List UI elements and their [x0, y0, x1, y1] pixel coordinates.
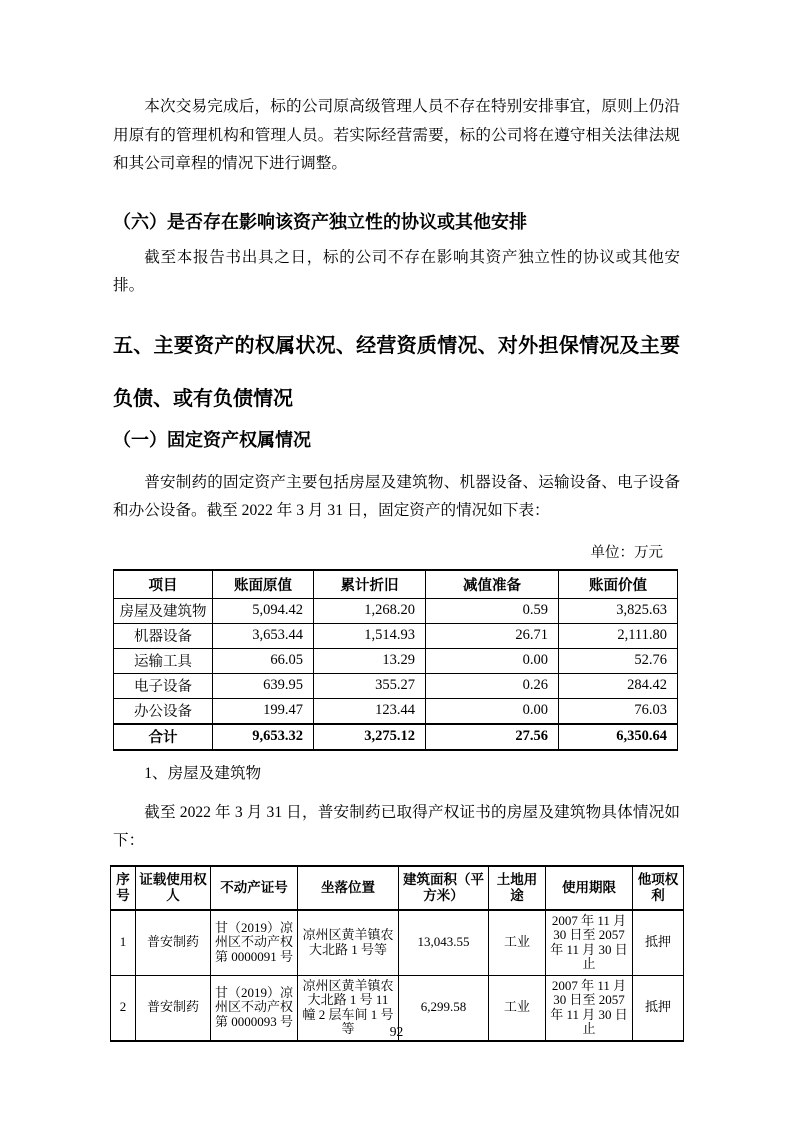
property-header-row — [111, 866, 684, 910]
sub-heading-buildings: 1、房屋及建筑物 — [144, 764, 262, 782]
table-cell: 76.03 — [559, 698, 678, 724]
table-cell: 355.27 — [314, 673, 426, 698]
table-cell-use-period: 2007 年 11 月 30 日至 2057 年 11 月 30 日止 — [546, 975, 633, 1041]
table-row-office-equipment — [114, 698, 678, 724]
table-cell: 284.42 — [559, 673, 678, 698]
table-row-electronics — [114, 673, 678, 698]
fixed-assets-header-row — [114, 570, 678, 599]
table-cell-rights-holder: 普安制药 — [136, 975, 211, 1041]
table-cell-rights-holder: 普安制药 — [136, 910, 211, 976]
table-cell-serial: 2 — [111, 975, 136, 1041]
heading-subsection-one: （一）固定资产权属情况 — [113, 429, 311, 450]
table-row-transport — [114, 648, 678, 673]
paragraph-independence: 截至本报告书出具之日，标的公司不存在影响其资产独立性的协议或其他安排。 — [113, 248, 680, 294]
column-header-certificate-no: 不动产证号 — [211, 866, 298, 910]
table-cell: 66.05 — [213, 648, 314, 673]
table-cell: 123.44 — [314, 698, 426, 724]
paragraph-fixed-assets-intro: 普安制药的固定资产主要包括房屋及建筑物、机器设备、运输设备、电子设备和办公设备。截至 2022 年 3 月 31 日，固定资产的情况如下表： — [113, 473, 680, 519]
table-cell: 2,111.80 — [559, 623, 678, 648]
page-number: 92 — [389, 1024, 404, 1039]
table-cell-use-period: 2007 年 11 月 30 日至 2057 年 11 月 30 日止 — [546, 910, 633, 976]
fixed-assets-table — [113, 569, 678, 751]
row-label: 办公设备 — [114, 698, 213, 724]
column-header-serial: 序号 — [111, 866, 136, 910]
column-header-land-use: 土地用途 — [489, 866, 546, 910]
table-cell: 639.95 — [213, 673, 314, 698]
total-cell: 3,275.12 — [314, 724, 426, 750]
table-cell: 0.26 — [426, 673, 559, 698]
table-cell-certificate-no: 甘（2019）凉州区不动产权第 0000091 号 — [211, 910, 298, 976]
table-cell-building-area: 6,299.58 — [399, 975, 489, 1041]
column-header-impairment: 减值准备 — [426, 570, 559, 599]
table-cell: 52.76 — [559, 648, 678, 673]
total-label: 合计 — [114, 724, 213, 750]
table-cell: 1,514.93 — [314, 623, 426, 648]
table-cell-other-rights: 抵押 — [633, 975, 684, 1041]
row-label: 房屋及建筑物 — [114, 598, 213, 623]
row-label: 电子设备 — [114, 673, 213, 698]
table-cell: 0.59 — [426, 598, 559, 623]
table-cell: 0.00 — [426, 648, 559, 673]
heading-section-five: 五、主要资产的权属状况、经营资质情况、对外担保情况及主要负债、或有负债情况 — [113, 334, 680, 410]
table-cell-serial: 1 — [111, 910, 136, 976]
table-cell-location: 凉州区黄羊镇农大北路 1 号等 — [298, 910, 399, 976]
table-cell: 5,094.42 — [213, 598, 314, 623]
table-row-machinery — [114, 623, 678, 648]
heading-section-six: （六）是否存在影响该资产独立性的协议或其他安排 — [113, 211, 527, 232]
table-row-buildings — [114, 598, 678, 623]
row-label: 运输工具 — [114, 648, 213, 673]
total-cell: 27.56 — [426, 724, 559, 750]
table-cell-location: 凉州区黄羊镇农大北路 1 号 11 幢 2 层车间 1 号等 — [298, 975, 399, 1041]
column-header-use-period: 使用期限 — [546, 866, 633, 910]
column-header-item: 项目 — [114, 570, 213, 599]
property-row-1 — [111, 910, 684, 976]
column-header-building-area: 建筑面积（平方米） — [399, 866, 489, 910]
table-cell: 199.47 — [213, 698, 314, 724]
total-cell: 6,350.64 — [559, 724, 678, 750]
table-row-total — [114, 724, 678, 750]
total-cell: 9,653.32 — [213, 724, 314, 750]
table-cell: 3,653.44 — [213, 623, 314, 648]
table-cell: 26.71 — [426, 623, 559, 648]
property-table — [110, 865, 684, 1042]
row-label: 机器设备 — [114, 623, 213, 648]
unit-label: 单位：万元 — [590, 544, 663, 561]
table-cell-building-area: 13,043.55 — [399, 910, 489, 976]
table-cell-land-use: 工业 — [489, 975, 546, 1041]
column-header-location: 坐落位置 — [298, 866, 399, 910]
table-cell-land-use: 工业 — [489, 910, 546, 976]
column-header-accumulated-depreciation: 累计折旧 — [314, 570, 426, 599]
column-header-original-value: 账面原值 — [213, 570, 314, 599]
table-cell: 0.00 — [426, 698, 559, 724]
column-header-book-value: 账面价值 — [559, 570, 678, 599]
column-header-rights-holder: 证载使用权人 — [136, 866, 211, 910]
paragraph-property-certificates: 截至 2022 年 3 月 31 日，普安制药已取得产权证书的房屋及建筑物具体情况如下： — [113, 803, 680, 849]
table-cell: 3,825.63 — [559, 598, 678, 623]
table-cell-certificate-no: 甘（2019）凉州区不动产权第 0000093 号 — [211, 975, 298, 1041]
table-cell-other-rights: 抵押 — [633, 910, 684, 976]
paragraph-management-arrangement: 本次交易完成后，标的公司原高级管理人员不存在特别安排事宜，原则上仍沿用原有的管理机构和管理人员。若实际经营需要，标的公司将在遵守相关法律法规和其公司章程的情况下进行调整。 — [113, 98, 680, 172]
table-cell: 1,268.20 — [314, 598, 426, 623]
table-cell: 13.29 — [314, 648, 426, 673]
column-header-other-rights: 他项权利 — [633, 866, 684, 910]
